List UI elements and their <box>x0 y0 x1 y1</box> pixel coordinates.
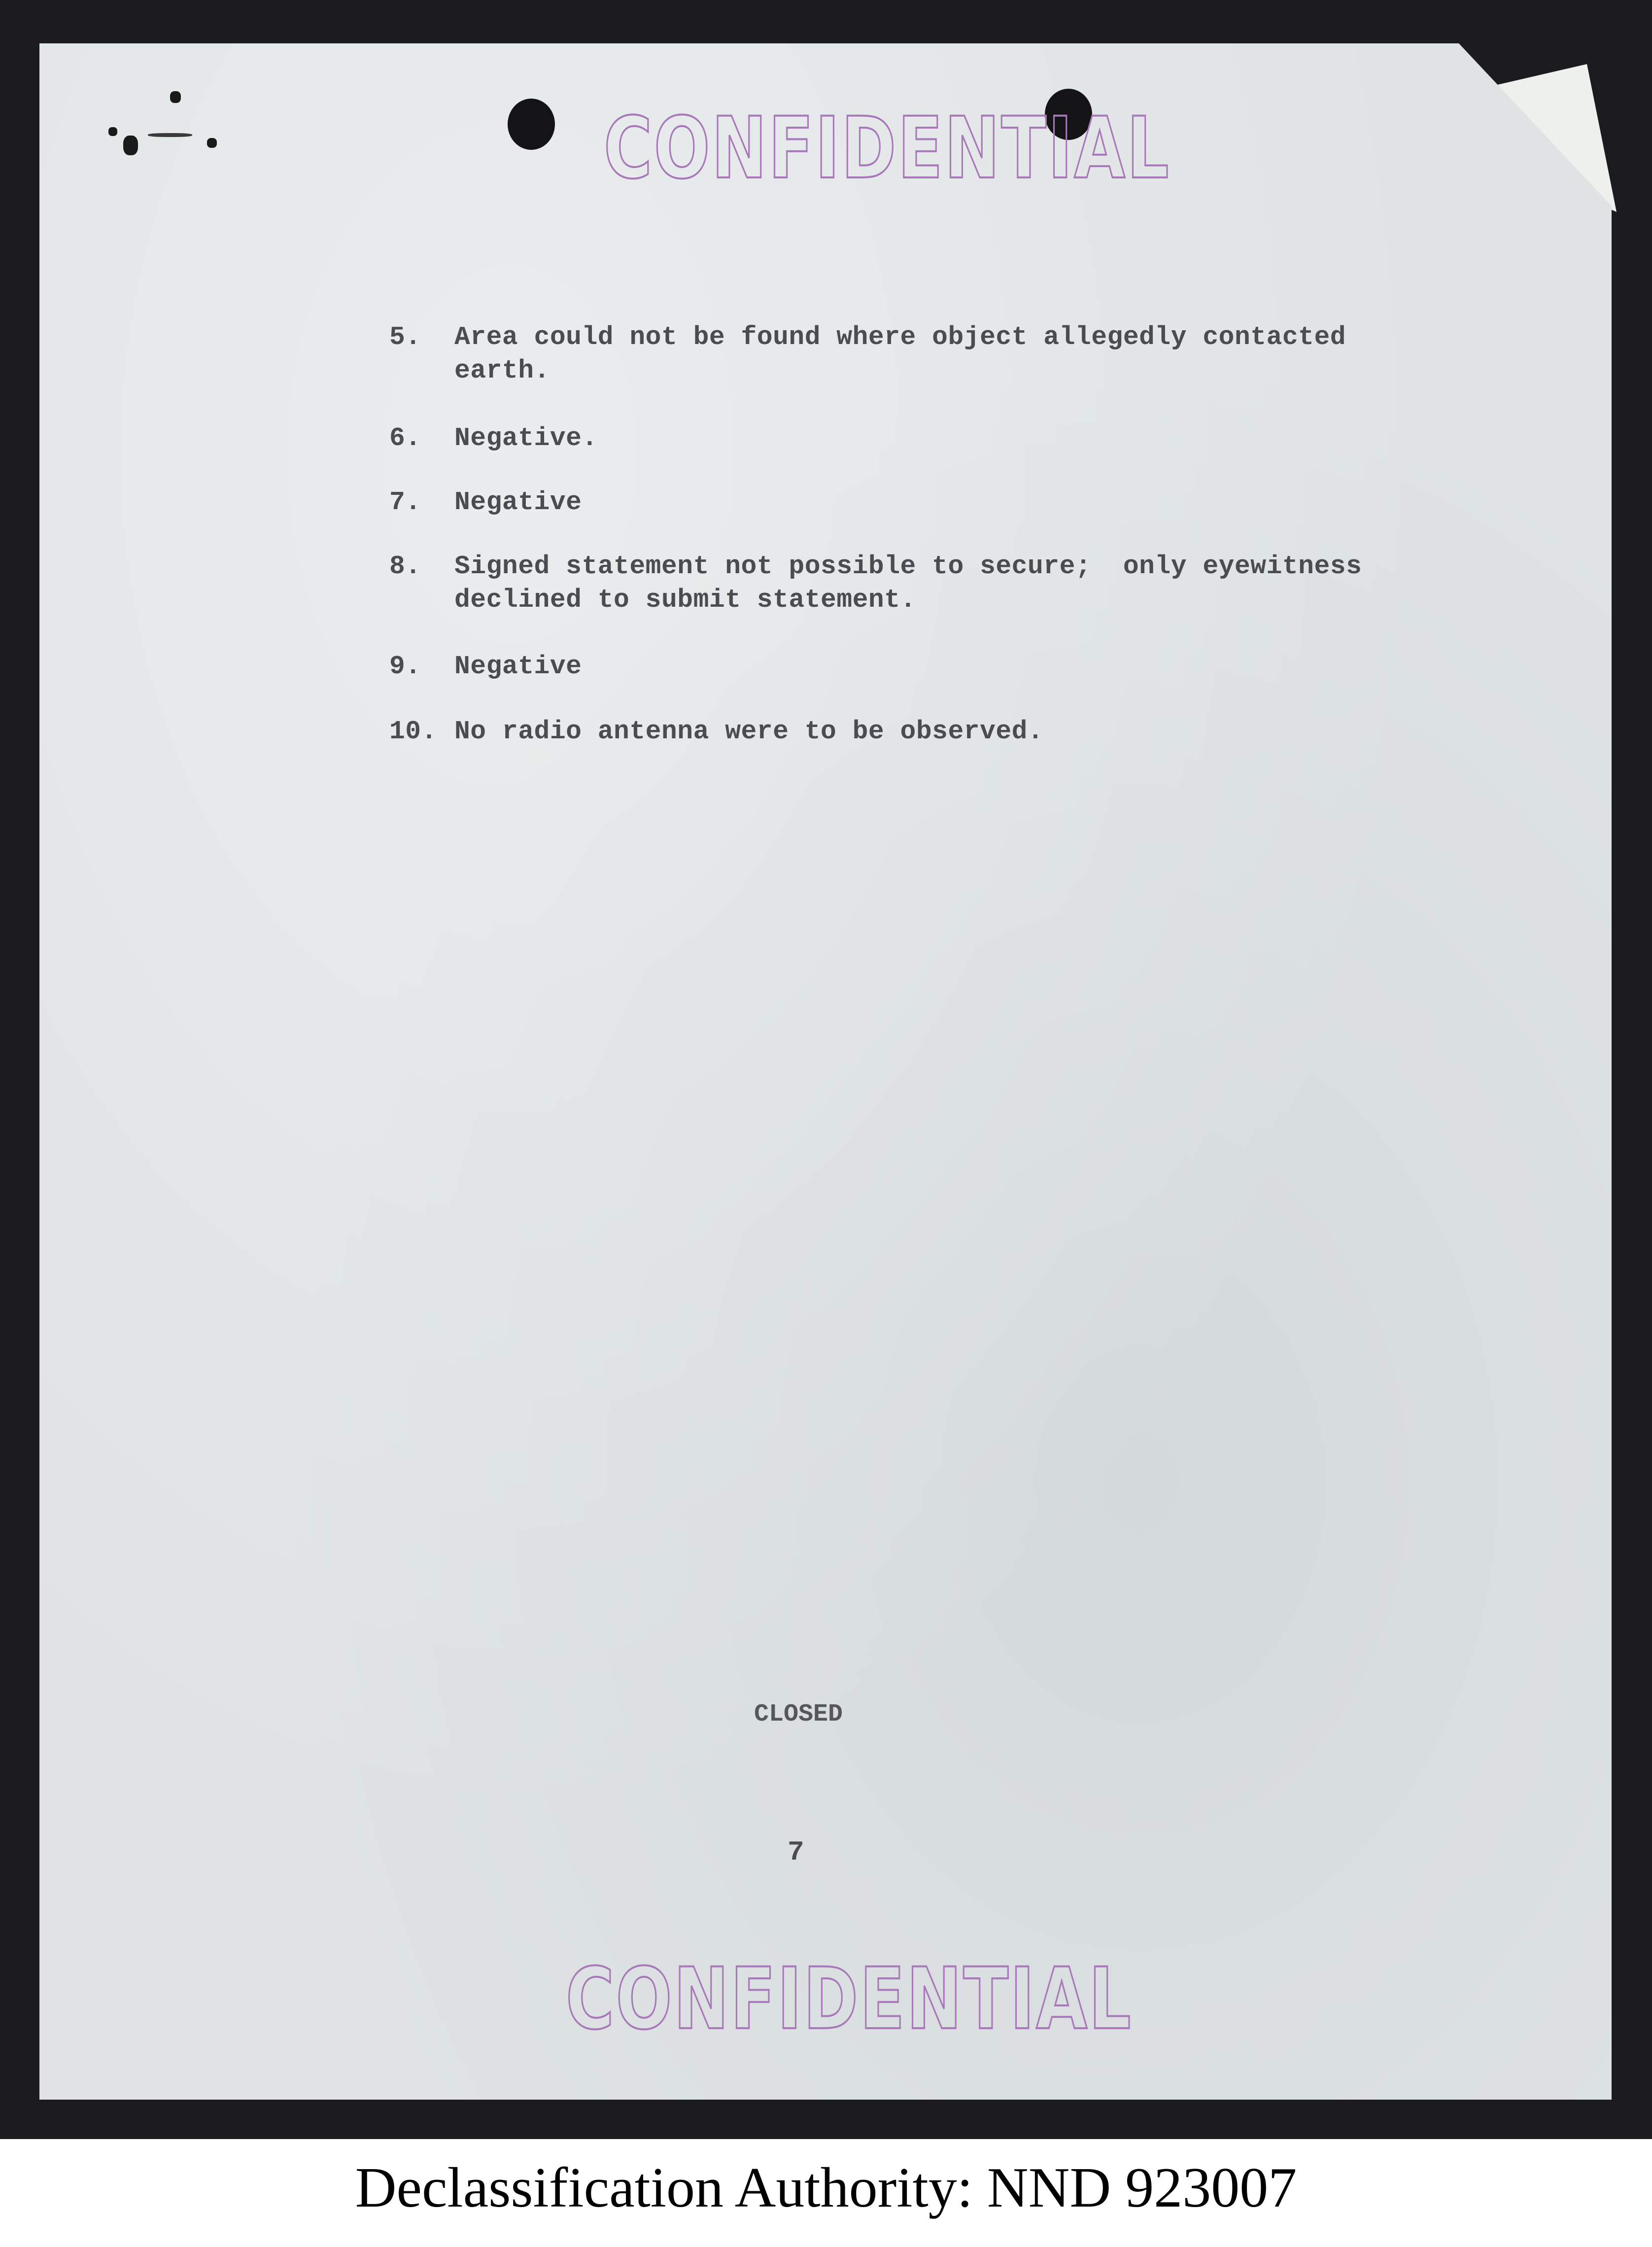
item-text-line: Signed statement not possible to secure; only eyewitness <box>454 552 1362 581</box>
item-number: 6. <box>389 423 421 453</box>
item-text-line: earth. <box>454 356 550 385</box>
item-number: 9. <box>389 652 421 681</box>
ink-blot <box>207 138 217 148</box>
ink-blot <box>108 127 117 136</box>
item-number: 5. <box>389 322 421 352</box>
ink-blot <box>170 91 181 103</box>
status-closed: CLOSED <box>754 1700 843 1728</box>
item-text-line: Negative <box>454 487 582 517</box>
confidential-stamp-top: CONFIDENTIAL <box>604 99 1170 198</box>
item-text-line: Area could not be found where object allegedly contacted <box>454 322 1346 352</box>
ink-smudge <box>148 133 192 137</box>
item-text-line: declined to submit statement. <box>454 585 916 615</box>
item-number: 8. <box>389 552 421 581</box>
item-number: 10. <box>389 717 437 746</box>
declassification-caption: Declassification Authority: NND 923007 <box>355 2156 1297 2219</box>
confidential-stamp-bottom: CONFIDENTIAL <box>566 1949 1133 2048</box>
item-text-line: Negative <box>454 652 582 681</box>
ink-blot <box>123 136 138 155</box>
item-text-line: Negative. <box>454 423 598 453</box>
item-text-line: No radio antenna were to be observed. <box>454 717 1044 746</box>
item-number: 7. <box>389 487 421 517</box>
punch-hole-left <box>508 99 555 150</box>
page-number: 7 <box>788 1836 804 1868</box>
